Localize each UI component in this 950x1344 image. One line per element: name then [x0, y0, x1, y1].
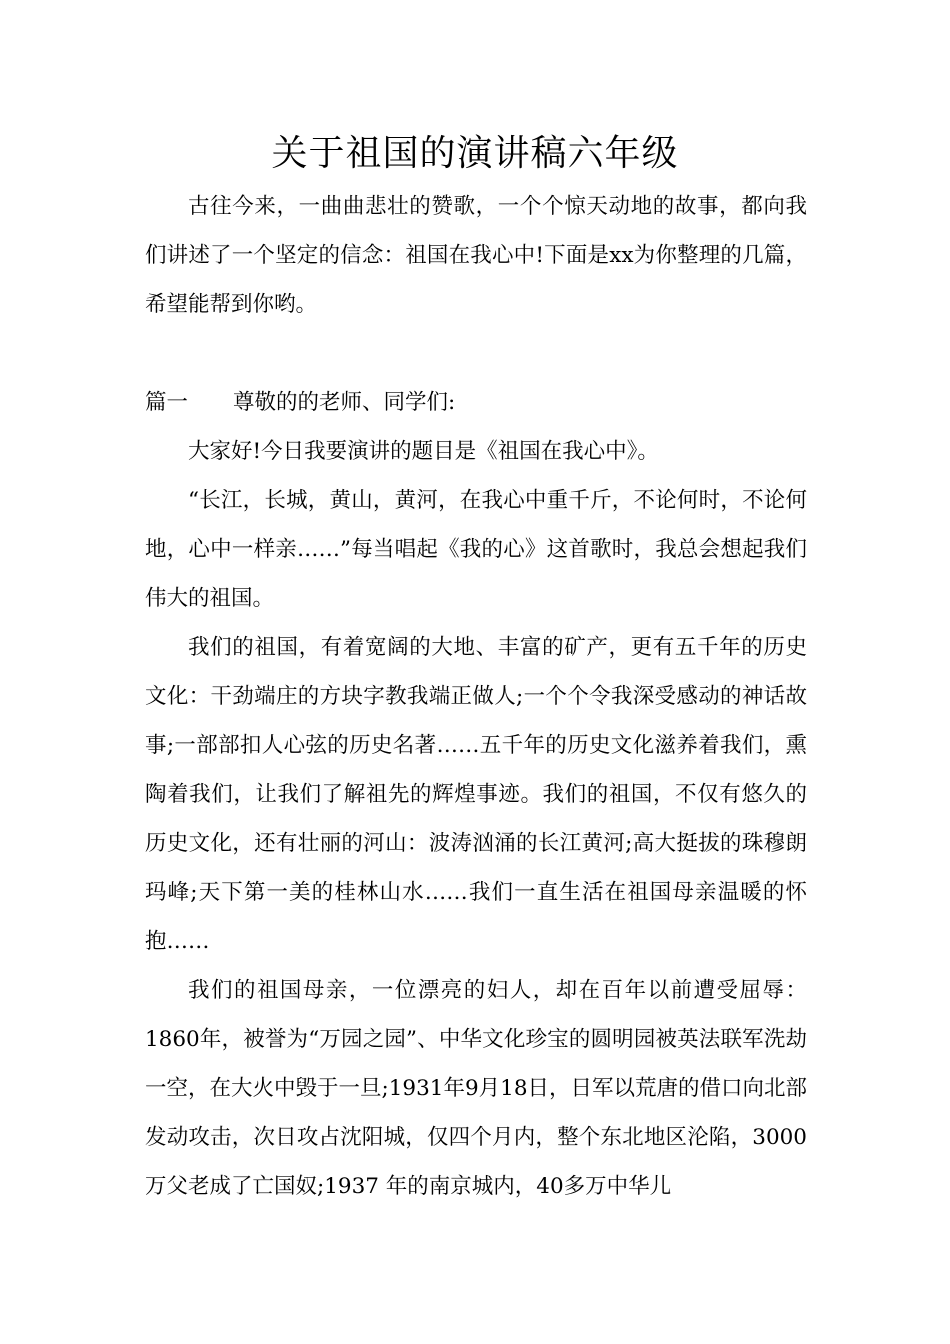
section-label: 篇一 [145, 390, 189, 415]
body-paragraph-3: 我们的祖国，有着宽阔的大地、丰富的矿产，更有五千年的历史文化：干劲端庄的方块字教我端正做人;一个个令我深受感动的神话故事;一部部扣人心弦的历史名著……五千年的历史文化滋养着我们，熏陶着我们，让我们了解祖先的辉煌事迹。我们的祖国，不仅有悠久的历史文化，还有壮丽的河山：波涛汹涌的长江黄河;高大挺拔的珠穆朗玛峰;天下第一美的桂林山水……我们一直生活在祖国母亲温暖的怀抱…… [145, 635, 807, 954]
body-paragraph-2: “长江，长城，黄山，黄河，在我心中重千斤，不论何时，不论何地，心中一样亲……”每当唱起《我的心》这首歌时，我总会想起我们伟大的祖国。 [145, 488, 807, 611]
body-paragraph-1: 大家好!今日我要演讲的题目是《祖国在我心中》。 [188, 439, 659, 464]
section-heading [145, 378, 807, 427]
document-title: 关于祖国的演讲稿六年级 [271, 133, 679, 174]
body-paragraph-4: 我们的祖国母亲，一位漂亮的妇人，却在百年以前遭受屈辱：1860年，被誉为“万园之园”、中华文化珍宝的圆明园被英法联军洗劫一空，在大火中毁于一旦;1931年9月18日，日军以荒唐的借口向北部发动攻击，次日攻占沈阳城，仅四个月内，整个东北地区沦陷，3000万父老成了亡国奴;1937 年的南京城内，40多万中华儿 [145, 978, 807, 1199]
intro-paragraph: 古往今来，一曲曲悲壮的赞歌，一个个惊天动地的故事，都向我们讲述了一个坚定的信念：祖国在我心中!下面是xx为你整理的几篇，希望能帮到你哟。 [145, 194, 807, 317]
paragraph-spacer [145, 329, 807, 378]
section-greeting: 尊敬的的老师、同学们: [233, 390, 456, 415]
document-body [145, 182, 807, 1211]
